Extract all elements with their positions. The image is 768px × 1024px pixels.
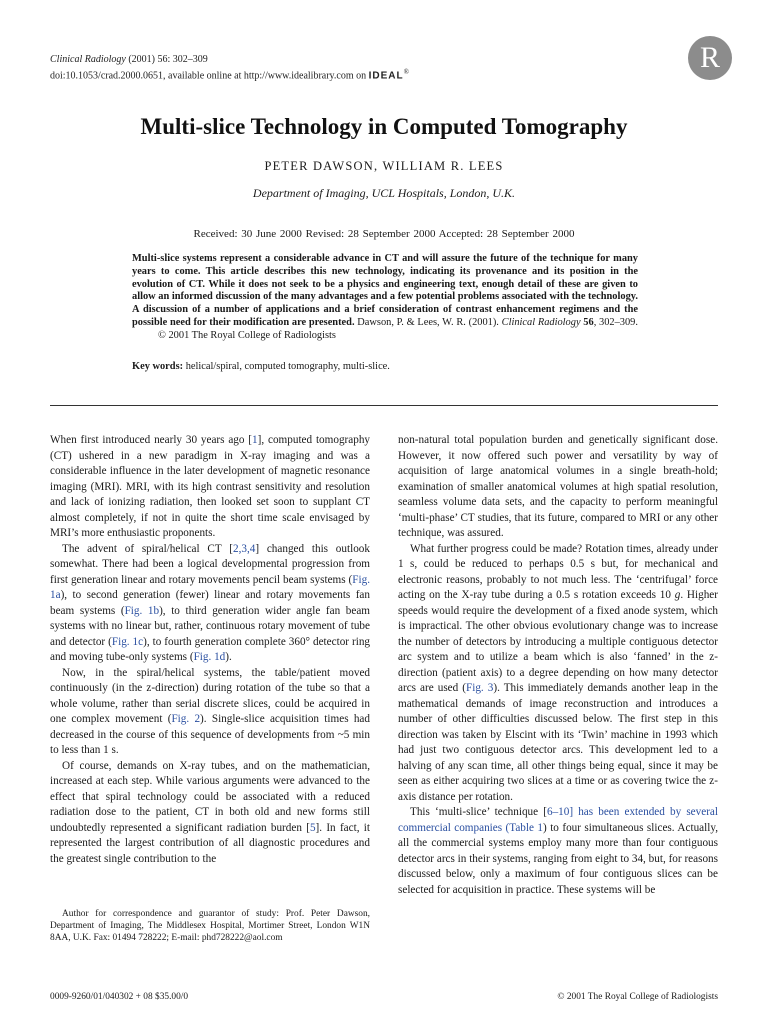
figure-link[interactable]: Fig. 3 [466,682,494,694]
reference-link[interactable]: 2,3,4 [232,542,256,555]
paragraph: Of course, demands on X-ray tubes, and on the mathematician, increased at each step. While various arguments were advanced to the effect that spiral technology could be associated with a reduced radiation dose to the patient, CT in both old and new forms still undoubtedly represented a significant radiation burden [5]. In fact, it represented the largest contribution of all diagnostic procedures and the greatest single contribution to the [50,759,371,865]
abstract-body: Multi-slice systems represent a considerable advance in CT and will assure the future of the technique for many years to come. This article describes this new technology, indicating its provenance and its position in the evolution of CT. While it does not seek to be a physics and engineering text, enough detail of these are given to allow an informed discussion of the many advantages and a few potential problems associated with the technology. A discussion of a number of applications and a brief consideration of contrast enhancement regimens and the possible need for their modification are presented. [132,253,638,328]
paragraph: What further progress could be made? Rotation times, already under 1 s, could be reduced to perhaps 0.5 s but, for mechanical and electronic reasons, probably to not much less. The ‘centrifugal’ force acting on the X-ray tube during a 0.5 s rotation exceeds 10 g. Higher speeds would require the development of a fixed anode system, which is impractical. The other obvious evolutionary change was to increase the number of detectors by introducing a multiple contiguous detector arc system and to utilize a beam which is also ‘fanned’ in the z-direction (patient axis) to a degree depending on how many detector arcs are used (Fig. 3). This immediately demands another leap in the mathematical demands of image reconstruction and introduces a number of other difficulties discussed below. The first step in this direction was taken by Elscint with its ‘Twin’ machine in 1993 which had just two contiguous detector arcs. This development led to a halving of any scan time, all other things being equal, since it may be seen as either acquiring two slices at a time or as covering twice the z-axis distance per rotation. [398,542,718,803]
keywords [132,361,390,372]
doi-line: doi:10.1053/crad.2000.0651, available online at http://www.idealibrary.com on IDEAL® [50,68,409,82]
paragraph: non-natural total population burden and genetically significant dose. However, it now offered such power and versatility by way of acquisition of large anatomical volumes in a single breath-hold; examination of smaller anatomical volumes at high spatial resolution, seamless volume data sets, and the capacity to perform meaningful ‘multi-phase’ CT studies, that its future, compared to MRI or any other technique, was assured. [398,434,718,539]
figure-link[interactable]: Fig. 1c [111,635,144,648]
body-right-column [398,433,718,898]
reference-link[interactable]: 6–10] has been extended by several commercial companies (Table 1 [398,806,718,834]
article-authors: PETER DAWSON, WILLIAM R. LEES [264,159,504,173]
body-left-column [50,433,370,867]
abstract-cite-pages: , 302–309. [593,316,638,328]
figure-link[interactable]: Fig. 1b [124,604,160,617]
footer-copyright: © 2001 The Royal College of Radiologists [557,992,718,1002]
figure-link[interactable]: Fig. 2 [171,713,201,725]
author-affiliation: Department of Imaging, UCL Hospitals, London, U.K. [252,186,516,200]
abstract-cite-journal: Clinical Radiology [501,316,581,328]
citation-volume-pages: (2001) 56: 302–309 [125,54,208,65]
reference-link[interactable]: 1 [252,434,258,446]
paragraph: When first introduced nearly 30 years ago [1], computed tomography (CT) ushered in a new paradigm in X-ray imaging and was a considerable influence in the later development of magnetic resonance imaging (MRI). MRI, with its high contrast sensitivity and resolution and lack of ionizing radiation, then looked set soon to supplant CT almost completely, if not in quite the short time scale envisaged by MRI’s more enthusiastic proponents. [50,434,371,539]
issn-price: 0009-9260/01/040302 + 08 $35.00/0 [50,992,189,1002]
journal-name: Clinical Radiology [50,54,126,65]
paragraph: Now, in the spiral/helical systems, the table/patient moved continuously (in the z-direction) during rotation of the tube so that a whole volume, rather than serial discrete slices, could be acquired in one complex movement (Fig. 2). Single-slice acquisition times had decreased in the course of this sequence of developments from ~5 min to less than 1 s. [50,666,370,756]
section-divider [50,405,718,406]
paragraph: The advent of spiral/helical CT [2,3,4] changed this outlook somewhat. There had been a logical developmental progression from first generation linear and rotary movements pencil beam systems (Fig. 1a), to second generation (fewer) linear and rotary movements fan beam systems (Fig. 1b), to third generation wider angle fan beam systems with no linear but, rather, continuous rotary movement of tube and detector (Fig. 1c), to fourth generation complete 360° detector ring and moving tube-only systems (Fig. 1d). [50,542,371,663]
abstract [132,253,638,343]
figure-link[interactable]: Fig. 1d [193,651,226,663]
received-dates: Received: 30 June 2000 Revised: 28 September 2000 Accepted: 28 September 2000 [193,228,575,240]
correspondence-footnote: Author for correspondence and guarantor of study: Prof. Peter Dawson, Department of Imaging, The Middlesex Hospital, Mortimer Street, London W1N 8AA, U.K. Fax: 01494 728222; E-mail: phd728222@aol.com [50,909,370,943]
crossmark-logo-icon [688,36,732,80]
abstract-copyright: © 2001 The Royal College of Radiologists [158,329,336,341]
crossmark-letter: R [699,41,720,74]
journal-citation [50,53,208,66]
figure-link[interactable]: Fig. 1a [50,573,370,601]
paragraph: This ‘multi-slice’ technique [6–10] has been extended by several commercial companies (Table 1) to four simultaneous slices. Actually, all the commercial systems employ many more than four contiguous detector arcs in their systems, ranging from eight to 34, but, for reasons discussed below, only a maximum of four contiguous slices can be selected for acquisition in practice. These systems will be [398,806,719,896]
reference-link[interactable]: 5 [309,821,316,834]
article-title: Multi-slice Technology in Computed Tomography [140,114,628,139]
abstract-cite-volume: 56 [580,316,594,328]
abstract-cite-authors: Dawson, P. & Lees, W. R. (2001). [354,316,502,328]
keywords-label: Key words: [132,361,184,372]
keywords-text: helical/spiral, computed tomography, multi-slice. [183,361,390,372]
ideal-logo: IDEAL [368,70,404,82]
doi-text: doi:10.1053/crad.2000.0651, available online at http://www.idealibrary.com on [50,70,367,82]
